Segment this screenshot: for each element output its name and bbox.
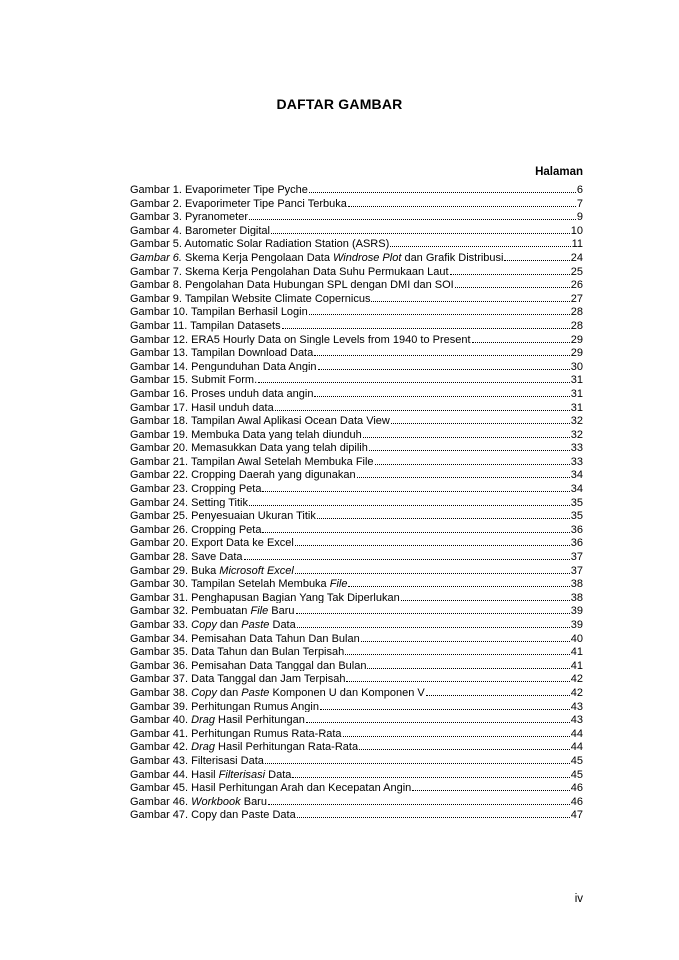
dot-leader [265, 753, 570, 764]
figure-caption-part: Gambar 9. Tampilan Website Climate Copernicus [130, 292, 371, 305]
figure-page-number: 31 [570, 374, 583, 386]
figure-caption-part: Data [265, 768, 292, 781]
figure-caption-part: Gambar 11. Tampilan Datasets [130, 319, 281, 332]
figure-list-item[interactable] [130, 264, 583, 278]
figure-page-number: 32 [570, 415, 583, 427]
dot-leader [292, 767, 569, 778]
dot-leader [244, 549, 570, 560]
page-number: iv [574, 893, 583, 905]
figure-page-number: 42 [570, 673, 583, 685]
figure-caption-part: Gambar 5. Automatic Solar Radiation Station (ASRS) [130, 238, 390, 250]
figure-caption-part: Gambar 6. [130, 251, 182, 264]
figure-caption [130, 483, 261, 495]
figure-caption-part: Gambar 40. [130, 714, 192, 726]
figure-caption [130, 238, 389, 250]
figure-caption [130, 442, 368, 454]
dot-leader [317, 508, 570, 519]
figure-list-item[interactable] [130, 658, 583, 672]
figure-caption-part: Gambar 30. Tampilan Setelah Membuka [130, 578, 330, 590]
figure-caption [130, 510, 316, 522]
figure-caption [130, 578, 347, 590]
figure-caption [130, 469, 356, 481]
dot-leader [309, 304, 570, 315]
dot-leader [318, 359, 570, 370]
figure-list-item[interactable] [130, 345, 583, 359]
dot-leader [348, 576, 569, 587]
figure-caption [130, 809, 296, 821]
figure-list-item[interactable] [130, 590, 583, 604]
dot-leader [371, 291, 569, 302]
figure-caption-part: dan Grafik Distribusi [401, 251, 504, 264]
dot-leader [297, 617, 570, 628]
dot-leader [262, 481, 569, 492]
figure-caption [130, 347, 313, 359]
figure-page-number: 33 [570, 455, 583, 468]
figure-page-number: 9 [576, 211, 583, 223]
figure-list-item[interactable] [130, 644, 583, 658]
figure-caption [130, 388, 313, 400]
figure-list-item[interactable] [130, 454, 583, 468]
figure-caption [130, 306, 308, 318]
figure-page-number: 36 [570, 523, 583, 536]
figure-caption [130, 605, 295, 617]
dot-leader [249, 209, 576, 220]
figure-page-number: 25 [570, 265, 583, 278]
figure-page-number: 43 [570, 714, 583, 726]
figure-page-number: 7 [576, 197, 583, 210]
figure-caption [130, 551, 243, 563]
figure-page-number: 6 [576, 184, 583, 196]
figure-caption-part: Gambar 29. Buka [130, 564, 220, 577]
dot-leader [348, 196, 576, 207]
figure-caption-part: Data [269, 619, 296, 631]
figure-page-number: 28 [570, 319, 583, 332]
figure-list-item[interactable] [130, 236, 583, 250]
dot-leader [282, 318, 570, 329]
figure-caption-part: dan [216, 686, 242, 699]
dot-leader [359, 739, 570, 750]
figure-list-item[interactable] [130, 318, 583, 332]
dot-leader [426, 685, 570, 696]
figure-caption-part: Gambar 18. Tampilan Awal Aplikasi Ocean Data View [130, 415, 390, 427]
figure-caption-part: Gambar 19. Membuka Data yang telah diunduh [130, 428, 362, 441]
figure-list-item[interactable] [130, 440, 583, 454]
figure-page-number: 37 [570, 564, 583, 577]
figure-caption-part: Gambar 42. [130, 741, 192, 753]
figure-list-item[interactable] [130, 481, 583, 495]
figure-list-item[interactable] [130, 563, 583, 577]
dot-leader [390, 236, 570, 247]
dot-leader [295, 535, 570, 546]
figure-list-item[interactable] [130, 807, 583, 821]
figure-page-number: 35 [570, 510, 583, 522]
figure-caption-part: Gambar 44. Hasil [130, 768, 219, 781]
figure-caption-part: Gambar 7. Skema Kerja Pengolahan Data Suhu Permukaan Laut [130, 265, 449, 278]
figure-caption-part: Gambar 21. Tampilan Awal Setelah Membuka File [130, 455, 374, 468]
dot-leader [401, 590, 570, 601]
figure-page-number: 31 [570, 401, 583, 414]
figure-list-item[interactable] [130, 250, 583, 264]
dot-leader [346, 671, 569, 682]
dot-leader [504, 250, 569, 261]
figure-page-number: 42 [570, 686, 583, 699]
figure-caption-part: Copy [191, 619, 217, 631]
figure-caption-part: Gambar 4. Barometer Digital [130, 224, 270, 237]
figure-list-item[interactable] [130, 291, 583, 305]
figure-caption [130, 456, 374, 468]
figure-caption-part: Gambar 23. Cropping Peta [130, 483, 262, 495]
figure-list-item[interactable] [130, 223, 583, 237]
figure-caption [130, 592, 400, 604]
dot-leader [249, 495, 570, 506]
dot-leader [320, 699, 570, 710]
figure-list-item[interactable] [130, 699, 583, 713]
figure-list-item[interactable] [130, 576, 583, 590]
figure-list-item[interactable] [130, 359, 583, 373]
figure-list-item[interactable] [130, 196, 583, 210]
figure-caption-part: Hasil Perhitungan Rata-Rata [214, 741, 359, 753]
figure-caption-part: Microsoft Excel [219, 564, 294, 577]
figure-list-item[interactable] [130, 767, 583, 781]
figure-caption-part: Gambar 1. Evaporimeter Tipe Pyche [130, 184, 308, 196]
figure-caption [130, 687, 425, 699]
figure-caption-part: Gambar 17. Hasil unduh data [130, 401, 274, 414]
figure-caption [130, 374, 257, 386]
figure-page-number: 31 [570, 387, 583, 400]
figure-caption-part: Workbook [191, 795, 241, 808]
figure-page-number: 30 [570, 360, 583, 373]
figure-caption-part: Paste [241, 686, 270, 699]
figure-list-item[interactable] [130, 495, 583, 509]
figure-caption [130, 211, 248, 223]
dot-leader [345, 644, 570, 655]
figure-caption-part: Filterisasi [218, 768, 266, 781]
figure-caption [130, 334, 471, 346]
dot-leader [295, 563, 570, 574]
figure-list-item[interactable] [130, 413, 583, 427]
figure-list-item[interactable] [130, 535, 583, 549]
figure-page-number: 39 [570, 605, 583, 617]
figure-caption [130, 714, 305, 726]
figure-caption-part: Gambar 10. Tampilan Berhasil Login [130, 306, 308, 318]
figure-page-number: 41 [570, 659, 583, 672]
figure-page-number: 46 [570, 795, 583, 808]
figure-caption [130, 225, 270, 237]
figure-caption [130, 279, 454, 291]
figure-caption-part: Drag [191, 714, 215, 726]
figure-page-number: 37 [570, 551, 583, 563]
figure-caption-part: Gambar 20. Export Data ke Excel [130, 537, 294, 550]
figure-list-item[interactable] [130, 277, 583, 291]
figure-caption [130, 755, 264, 767]
dot-leader [357, 467, 570, 478]
figure-page-number: 44 [570, 727, 583, 740]
figure-list-item[interactable] [130, 712, 583, 726]
figure-page-number: 47 [570, 809, 583, 821]
figure-caption-part: Gambar 39. Perhitungan Rumus Angin [130, 700, 319, 713]
figure-page-number: 45 [570, 754, 583, 767]
figure-caption-part: Gambar 2. Evaporimeter Tipe Panci Terbuka [130, 197, 347, 210]
dot-leader [391, 413, 570, 424]
page-column-heading: Halaman [535, 166, 583, 178]
dot-leader [375, 454, 570, 465]
figure-list-item[interactable] [130, 685, 583, 699]
figure-caption-part: Gambar 20. Memasukkan Data yang telah dipilih [130, 442, 368, 454]
figure-caption-part: dan [216, 619, 242, 631]
figure-list [130, 182, 583, 821]
dot-leader [472, 332, 570, 343]
figure-caption [130, 266, 449, 278]
figure-list-item[interactable] [130, 549, 583, 563]
figure-caption-part: Copy [191, 686, 217, 699]
dot-leader [268, 794, 570, 805]
figure-page-number: 34 [570, 469, 583, 482]
figure-caption-part: Gambar 41. Perhitungan Rumus Rata-Rata [130, 727, 342, 740]
dot-leader [314, 345, 570, 356]
figure-list-item[interactable] [130, 617, 583, 631]
figure-list-item[interactable] [130, 386, 583, 400]
figure-caption [130, 252, 503, 264]
figure-page-number: 35 [570, 496, 583, 509]
dot-leader [367, 658, 569, 669]
figure-list-item[interactable] [130, 372, 583, 386]
figure-list-item[interactable] [130, 522, 583, 536]
figure-caption [130, 619, 296, 631]
figure-list-item[interactable] [130, 304, 583, 318]
figure-page-number: 40 [570, 632, 583, 645]
figure-caption-part: Gambar 47. Copy dan Paste Data [130, 809, 296, 821]
dot-leader [296, 603, 570, 614]
figure-caption [130, 728, 342, 740]
page-title: DAFTAR GAMBAR [276, 96, 403, 112]
figure-caption [130, 402, 274, 414]
figure-caption-part: Gambar 22. Cropping Daerah yang digunakan [130, 469, 356, 482]
figure-caption-part: File [250, 605, 269, 617]
figure-caption-part: Gambar 28. Save Data [130, 551, 243, 563]
figure-caption [130, 646, 344, 658]
figure-caption-part: Baru [268, 605, 295, 617]
dot-leader [306, 712, 570, 723]
figure-caption [130, 660, 366, 672]
figure-caption-part: Komponen U dan Komponen V [269, 686, 425, 699]
figure-page-number: 11 [571, 238, 583, 250]
figure-list-item[interactable] [130, 467, 583, 481]
dot-leader [314, 386, 569, 397]
figure-caption-part: Gambar 33. [130, 619, 192, 631]
figure-caption-part: Baru [240, 795, 267, 808]
figure-list-item[interactable] [130, 427, 583, 441]
dot-leader [297, 807, 570, 818]
figure-caption [130, 633, 360, 645]
figure-caption-part: Hasil Perhitungan [214, 714, 305, 726]
dot-leader [412, 780, 569, 791]
figure-caption [130, 796, 267, 808]
figure-page-number: 36 [570, 537, 583, 550]
figure-page-number: 39 [570, 619, 583, 631]
figure-caption [130, 320, 281, 332]
figure-caption [130, 701, 319, 713]
dot-leader [343, 726, 570, 737]
figure-caption-part: Gambar 3. Pyranometer [130, 211, 248, 223]
figure-caption-part: Gambar 45. Hasil Perhitungan Arah dan Kecepatan Angin [130, 782, 412, 794]
figure-list-item[interactable] [130, 182, 583, 196]
dot-leader [275, 400, 570, 411]
figure-page-number: 29 [570, 347, 583, 359]
figure-list-item[interactable] [130, 332, 583, 346]
figure-caption-part: Gambar 36. Pemisahan Data Tanggal dan Bulan [130, 659, 367, 672]
figure-caption [130, 429, 362, 441]
figure-caption [130, 184, 308, 196]
dot-leader [363, 427, 570, 438]
figure-caption [130, 524, 261, 536]
figure-list-item[interactable] [130, 400, 583, 414]
figure-page-number: 29 [570, 333, 583, 346]
figure-list-item[interactable] [130, 726, 583, 740]
dot-leader [271, 223, 570, 234]
figure-list-item[interactable] [130, 780, 583, 794]
figure-page-number: 45 [570, 768, 583, 781]
figure-page-number: 28 [570, 306, 583, 318]
dot-leader [309, 182, 576, 193]
figure-caption-part: Drag [191, 741, 215, 753]
dot-leader [258, 372, 570, 383]
figure-page-number: 34 [570, 483, 583, 495]
figure-page-number: 32 [570, 428, 583, 441]
figure-list-item[interactable] [130, 753, 583, 767]
figure-caption-part: Gambar 34. Pemisahan Data Tahun Dan Bulan [130, 632, 360, 645]
figure-caption-part: Gambar 32. Pembuatan [130, 605, 251, 617]
figure-caption [130, 415, 390, 427]
figure-caption-part: Gambar 25. Penyesuaian Ukuran Titik [130, 510, 316, 522]
figure-caption-part: Skema Kerja Pengolaan Data [181, 251, 334, 264]
figure-list-item[interactable] [130, 209, 583, 223]
figure-page-number: 43 [570, 700, 583, 713]
figure-caption-part: Gambar 16. Proses unduh data angin [130, 387, 314, 400]
figure-list-item[interactable] [130, 671, 583, 685]
figure-caption-part: Gambar 24. Setting Titik [130, 496, 248, 509]
figure-page-number: 26 [570, 279, 583, 291]
figure-caption [130, 361, 317, 373]
figure-caption-part: Gambar 8. Pengolahan Data Hubungan SPL dengan DMI dan SOI [130, 279, 454, 291]
figure-caption-part: Gambar 31. Penghapusan Bagian Yang Tak Diperlukan [130, 591, 400, 604]
figure-caption [130, 673, 345, 685]
dot-leader [455, 277, 570, 288]
figure-page-number: 46 [570, 782, 583, 794]
figure-page-number: 33 [570, 442, 583, 454]
figure-caption-part: Gambar 14. Pengunduhan Data Angin [130, 360, 317, 373]
figure-list-item[interactable] [130, 794, 583, 808]
figure-caption-part: Gambar 38. [130, 686, 192, 699]
figure-caption-part: Gambar 35. Data Tahun dan Bulan Terpisah [130, 646, 345, 658]
figure-caption-part: Gambar 46. [130, 795, 192, 808]
figure-caption [130, 198, 347, 210]
figure-page-number: 44 [570, 741, 583, 753]
figure-caption [130, 497, 248, 509]
figure-list-item[interactable] [130, 508, 583, 522]
dot-leader [361, 631, 570, 642]
figure-page-number: 27 [570, 292, 583, 305]
figure-caption [130, 537, 294, 549]
figure-caption-part: Gambar 13. Tampilan Download Data [130, 347, 314, 359]
dot-leader [369, 440, 570, 451]
dot-leader [450, 264, 570, 275]
figure-caption-part: File [329, 578, 348, 590]
figure-page-number: 38 [570, 578, 583, 590]
figure-caption [130, 293, 370, 305]
figure-caption-part: Gambar 15. Submit Form. [130, 374, 258, 386]
figure-page-number: 41 [570, 646, 583, 658]
figure-caption [130, 565, 294, 577]
figure-caption-part: Gambar 12. ERA5 Hourly Data on Single Levels from 1940 to Present [130, 333, 471, 346]
figure-list-item[interactable] [130, 631, 583, 645]
figure-caption-part: Gambar 26. Cropping Peta [130, 523, 262, 536]
figure-caption-part: Gambar 43. Filterisasi Data [130, 754, 264, 767]
figure-caption-part: Windrose Plot [333, 251, 402, 264]
figure-caption [130, 769, 291, 781]
figure-list-item[interactable] [130, 603, 583, 617]
dot-leader [262, 522, 569, 533]
figure-caption [130, 741, 358, 753]
figure-page-number: 10 [570, 224, 583, 237]
figure-caption [130, 782, 411, 794]
figure-page-number: 24 [570, 251, 583, 264]
figure-caption-part: Paste [241, 619, 270, 631]
figure-caption-part: Gambar 37. Data Tanggal dan Jam Terpisah [130, 673, 346, 685]
figure-list-item[interactable] [130, 739, 583, 753]
figure-page-number: 38 [570, 591, 583, 604]
